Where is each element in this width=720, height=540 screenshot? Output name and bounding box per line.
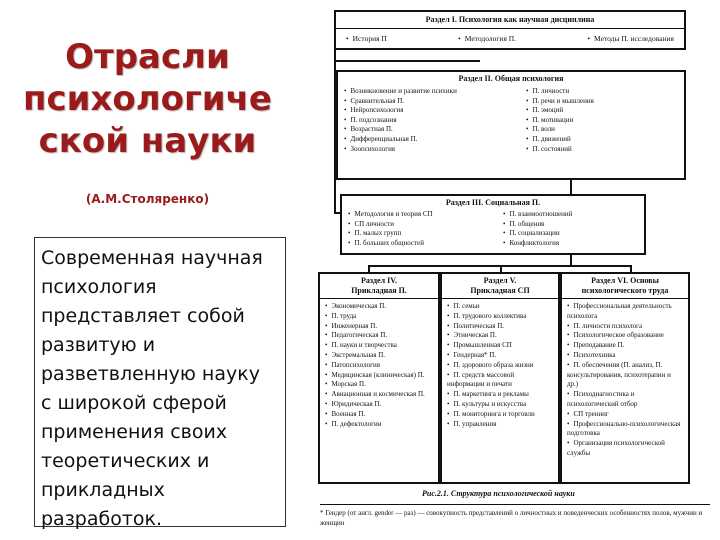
list-item: • Психологическое образование: [567, 331, 683, 341]
section-2-right-col: [496, 87, 678, 154]
section-3-left-col: [348, 210, 483, 248]
list-item: • П. больших общностей: [348, 239, 483, 249]
section-4-header: [320, 274, 438, 299]
list-item: • П. семьи: [447, 302, 553, 312]
section-1-items: [336, 29, 684, 45]
section-4-box: [318, 272, 440, 484]
header-line: психологического труда: [581, 286, 669, 295]
section-3-right-col: [483, 210, 638, 248]
structure-diagram: [310, 0, 720, 540]
title-line: психологиче: [22, 79, 272, 119]
list-item: • Нейропсихология: [344, 106, 496, 116]
list-item: • Профессиональная деятельность психолога: [567, 302, 683, 322]
list-item: • Конфликтология: [503, 239, 638, 249]
list-item: • Методология П.: [458, 33, 516, 45]
list-item: • Преподавание П.: [567, 341, 683, 351]
section-3-header: Раздел III. Социальная П.: [445, 198, 541, 207]
list-item: • Возникновение и развитие психики: [344, 87, 496, 97]
figure-caption: Рис.2.1. Структура психологической науки: [422, 489, 575, 498]
header-line: Раздел IV.: [361, 276, 397, 285]
header-line: Раздел VI. Основы: [591, 276, 659, 285]
body-line: теоретических и: [41, 450, 210, 472]
list-item: • П. маркетинга и рекламы: [447, 390, 553, 400]
list-item: • П. движений: [526, 135, 678, 145]
header-line: Прикладная П.: [351, 286, 407, 295]
section-2-box: [336, 70, 686, 180]
list-item: • Этническая П.: [447, 331, 553, 341]
list-item: • Юридическая П.: [325, 400, 433, 410]
list-item: • Экономическая П.: [325, 302, 433, 312]
list-item: • Политическая П.: [447, 322, 553, 332]
body-line: Современная научная: [41, 247, 263, 269]
section-6-box: [560, 272, 690, 484]
list-item: • Сравнительная П.: [344, 97, 496, 107]
list-item: • СП личности: [348, 220, 483, 230]
list-item: • Зоопсихология: [344, 145, 496, 155]
section-5-items: [442, 299, 558, 432]
section-6-items: [562, 299, 688, 462]
list-item: • Профессионально-психологическая подготовка: [567, 420, 683, 440]
list-item: • П. мониторинга и торговли: [447, 410, 553, 420]
list-item: • П. подсознания: [344, 116, 496, 126]
body-line: с широкой сферой: [41, 392, 227, 414]
list-item: • Экстремальная П.: [325, 351, 433, 361]
list-item: • П. здорового образа жизни: [447, 361, 553, 371]
body-line: психология: [41, 276, 157, 298]
list-item: • П. науки и творчества: [325, 341, 433, 351]
list-item: • П. трудового коллектива: [447, 312, 553, 322]
section-1-header: Раздел I. Психология как научная дисциплина: [336, 12, 684, 29]
list-item: • Методология и теория СП: [348, 210, 483, 220]
list-item: • П. общения: [503, 220, 638, 230]
list-item: • Организация психологической службы: [567, 439, 683, 459]
connector: [368, 265, 630, 267]
section-5-header: [442, 274, 558, 299]
list-item: • Морская П.: [325, 380, 433, 390]
list-item: • П. взаимоотношений: [503, 210, 638, 220]
list-item: • СП тренинг: [567, 410, 683, 420]
list-item: • Гендерная* П.: [447, 351, 553, 361]
list-item: • Педагогическая П.: [325, 331, 433, 341]
list-item: • П. мотивации: [526, 116, 678, 126]
list-item: • Психотехника: [567, 351, 683, 361]
list-item: • П. труда: [325, 312, 433, 322]
section-5-box: [440, 272, 560, 484]
author-caption: (А.М.Столяренко): [85, 192, 210, 206]
section-4-items: [320, 299, 438, 432]
section-2-left-col: [344, 87, 496, 154]
section-1-box: [334, 10, 686, 50]
body-line: разработок.: [41, 508, 163, 530]
header-line: Прикладная СП: [470, 286, 530, 295]
list-item: • Дифференциальная П.: [344, 135, 496, 145]
list-item: • П. социализации: [503, 229, 638, 239]
body-text-box: [34, 237, 286, 530]
list-item: • История П: [346, 33, 387, 45]
section-2-header: Раздел II. Общая психология: [458, 74, 564, 83]
body-line: применения своих: [41, 421, 228, 443]
body-line: представляет собой: [41, 305, 245, 327]
list-item: • Медицинская (клиническая) П.: [325, 371, 433, 381]
list-item: • П. личности психолога: [567, 322, 683, 332]
body-line: разветвленную науку: [41, 363, 260, 385]
list-item: • П. личности: [526, 87, 678, 97]
body-line: прикладных: [41, 479, 165, 501]
connector: [334, 60, 480, 62]
slide-title: [20, 36, 275, 162]
list-item: • П. культуры и искусства: [447, 400, 553, 410]
body-line: развитую и: [41, 334, 156, 356]
list-item: • Методы П. исследования: [587, 33, 674, 45]
list-item: • Авиационная и космическая П.: [325, 390, 433, 400]
list-item: • Возрастная П.: [344, 125, 496, 135]
connector: [570, 180, 572, 194]
section-3-items: [342, 208, 644, 251]
header-line: Раздел V.: [483, 276, 517, 285]
list-item: • П. состояний: [526, 145, 678, 155]
list-item: • Промышленная СП: [447, 341, 553, 351]
list-item: • П. дефектологии: [325, 420, 433, 430]
list-item: • П. обеспечения (П. анализ, П. консультирования, психотерапии и др.): [567, 361, 683, 390]
title-line: Отрасли: [65, 37, 230, 77]
list-item: • П. управления: [447, 420, 553, 430]
list-item: • П. речи и мышления: [526, 97, 678, 107]
list-item: • П. воли: [526, 125, 678, 135]
title-line: ской науки: [38, 121, 257, 161]
section-3-box: [340, 194, 646, 255]
list-item: • Военная П.: [325, 410, 433, 420]
list-item: • Психодиагностика и психологический отбор: [567, 390, 683, 410]
list-item: • П. эмоций: [526, 106, 678, 116]
list-item: • Патопсихология: [325, 361, 433, 371]
section-6-header: [562, 274, 688, 299]
list-item: • Инженерная П.: [325, 322, 433, 332]
footnote: * Гендер (от англ. gender — раз) — совокупность представлений о личностных и поведенческих особенностях полов, мужчин и женщин: [320, 504, 710, 528]
list-item: • П. средств массовой информации и печати: [447, 371, 553, 391]
section-2-items: [338, 84, 684, 157]
list-item: • П. малых групп: [348, 229, 483, 239]
